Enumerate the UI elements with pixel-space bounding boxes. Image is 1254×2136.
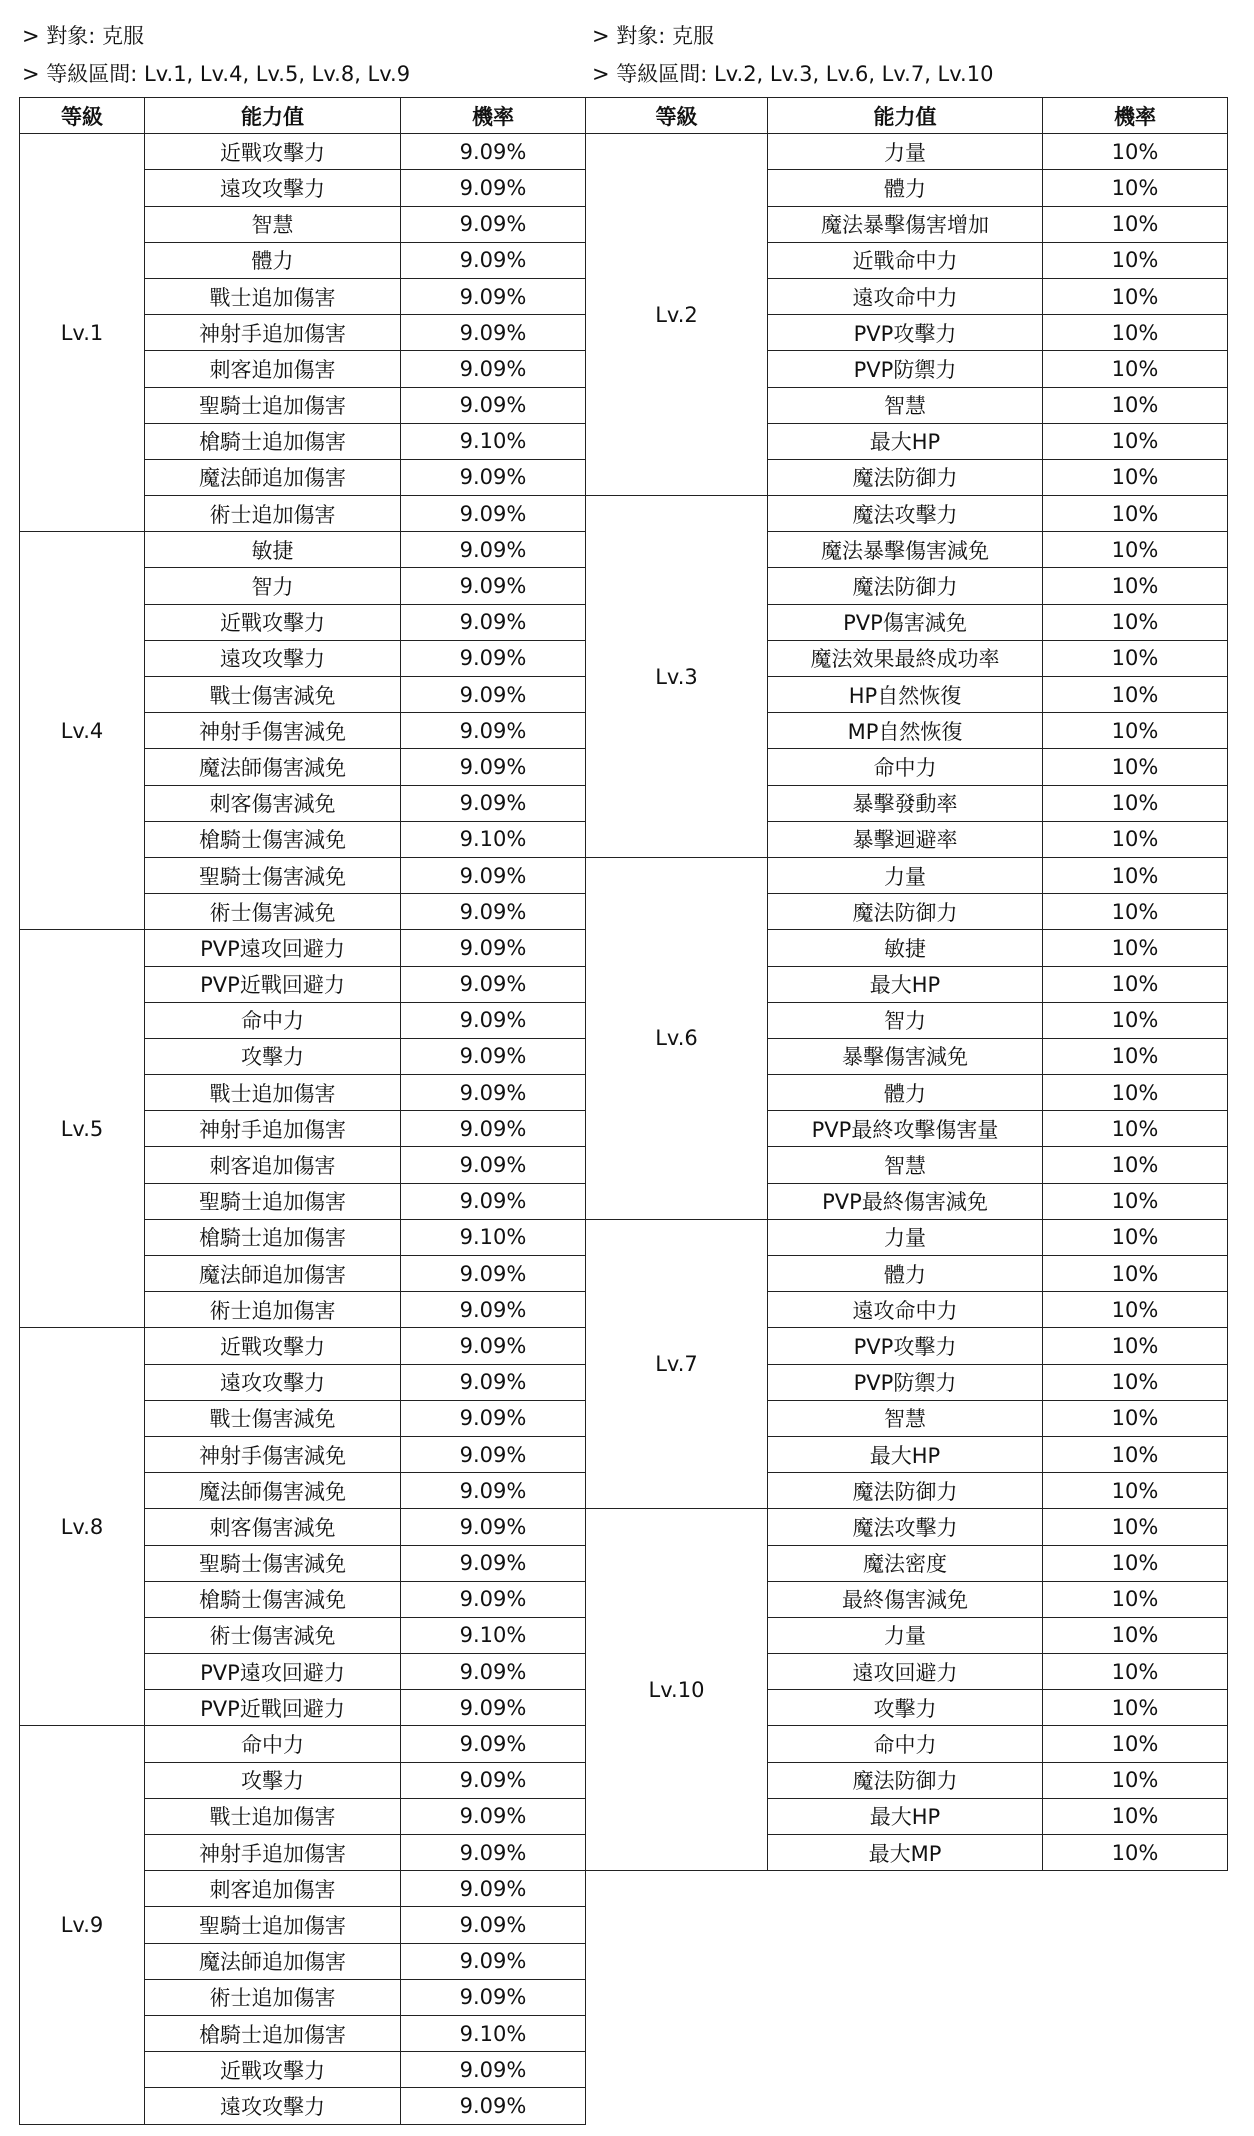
stat-cell: 近戰攻擊力 bbox=[145, 1328, 401, 1364]
stat-column-header: 能力值 bbox=[768, 98, 1043, 134]
stat-cell: 刺客追加傷害 bbox=[145, 1871, 401, 1907]
probability-cell: 10% bbox=[1043, 1075, 1228, 1111]
stat-cell: 命中力 bbox=[768, 1726, 1043, 1762]
probability-cell: 9.09% bbox=[401, 930, 586, 966]
stat-cell: 智慧 bbox=[768, 1147, 1043, 1183]
stat-cell: PVP攻擊力 bbox=[768, 315, 1043, 351]
probability-cell: 10% bbox=[1043, 1798, 1228, 1834]
stat-cell: PVP遠攻回避力 bbox=[145, 1654, 401, 1690]
probability-cell: 9.09% bbox=[401, 604, 586, 640]
stat-cell: 魔法效果最終成功率 bbox=[768, 640, 1043, 676]
stat-cell: 戰士傷害減免 bbox=[145, 677, 401, 713]
stat-cell: 術士傷害減免 bbox=[145, 1617, 401, 1653]
probability-cell: 9.09% bbox=[401, 1726, 586, 1762]
probability-cell: 9.09% bbox=[401, 1581, 586, 1617]
probability-cell: 10% bbox=[1043, 278, 1228, 314]
probability-cell: 9.09% bbox=[401, 568, 586, 604]
stat-cell: 魔法師追加傷害 bbox=[145, 1256, 401, 1292]
probability-cell: 9.09% bbox=[401, 1690, 586, 1726]
stat-cell: 刺客追加傷害 bbox=[145, 351, 401, 387]
probability-cell: 9.09% bbox=[401, 1654, 586, 1690]
left-probability-table bbox=[19, 97, 586, 2125]
level-cell: Lv.5 bbox=[20, 930, 145, 1328]
probability-cell: 10% bbox=[1043, 821, 1228, 857]
probability-cell: 9.09% bbox=[401, 206, 586, 242]
probability-cell: 10% bbox=[1043, 1581, 1228, 1617]
stat-cell: MP自然恢復 bbox=[768, 713, 1043, 749]
probability-cell: 9.09% bbox=[401, 713, 586, 749]
right-target-label: > 對象: 克服 bbox=[592, 24, 715, 48]
probability-cell: 10% bbox=[1043, 749, 1228, 785]
stat-cell: 魔法師追加傷害 bbox=[145, 459, 401, 495]
stat-cell: 遠攻回避力 bbox=[768, 1654, 1043, 1690]
probability-cell: 10% bbox=[1043, 1762, 1228, 1798]
stat-cell: 聖騎士傷害減免 bbox=[145, 1545, 401, 1581]
probability-cell: 10% bbox=[1043, 713, 1228, 749]
probability-cell: 9.09% bbox=[401, 1545, 586, 1581]
stat-cell: 魔法師傷害減免 bbox=[145, 1473, 401, 1509]
probability-cell: 9.09% bbox=[401, 1762, 586, 1798]
probability-cell: 10% bbox=[1043, 1292, 1228, 1328]
stat-cell: 力量 bbox=[768, 1617, 1043, 1653]
right-probability-table bbox=[585, 97, 1228, 1871]
probability-cell: 9.09% bbox=[401, 532, 586, 568]
probability-cell: 9.09% bbox=[401, 1979, 586, 2015]
level-cell: Lv.3 bbox=[586, 496, 768, 858]
stat-cell: 聖騎士追加傷害 bbox=[145, 387, 401, 423]
stat-cell: 智力 bbox=[145, 568, 401, 604]
stat-cell: 刺客追加傷害 bbox=[145, 1147, 401, 1183]
stat-cell: 槍騎士傷害減免 bbox=[145, 1581, 401, 1617]
probability-cell: 10% bbox=[1043, 1654, 1228, 1690]
probability-cell: 10% bbox=[1043, 1328, 1228, 1364]
probability-cell: 9.09% bbox=[401, 1436, 586, 1472]
probability-cell: 9.09% bbox=[401, 496, 586, 532]
stat-cell: 魔法暴擊傷害增加 bbox=[768, 206, 1043, 242]
probability-cell: 10% bbox=[1043, 532, 1228, 568]
level-cell: Lv.9 bbox=[20, 1726, 145, 2124]
stat-cell: PVP防禦力 bbox=[768, 1364, 1043, 1400]
probability-cell: 9.09% bbox=[401, 894, 586, 930]
probability-cell: 9.09% bbox=[401, 640, 586, 676]
probability-cell: 9.09% bbox=[401, 1256, 586, 1292]
stat-cell: 暴擊傷害減免 bbox=[768, 1038, 1043, 1074]
probability-cell: 10% bbox=[1043, 1509, 1228, 1545]
probability-cell: 9.09% bbox=[401, 1943, 586, 1979]
probability-cell: 10% bbox=[1043, 496, 1228, 532]
level-cell: Lv.2 bbox=[586, 134, 768, 496]
level-cell: Lv.1 bbox=[20, 134, 145, 532]
stat-cell: PVP攻擊力 bbox=[768, 1328, 1043, 1364]
stat-cell: 命中力 bbox=[768, 749, 1043, 785]
table-row bbox=[586, 496, 1228, 532]
stat-cell: 術士追加傷害 bbox=[145, 496, 401, 532]
stat-cell: 暴擊迴避率 bbox=[768, 821, 1043, 857]
probability-cell: 10% bbox=[1043, 1111, 1228, 1147]
stat-cell: PVP防禦力 bbox=[768, 351, 1043, 387]
left-level-range-label: > 等級區間: Lv.1, Lv.4, Lv.5, Lv.8, Lv.9 bbox=[22, 62, 411, 86]
probability-cell: 9.09% bbox=[401, 1147, 586, 1183]
stat-cell: 槍騎士追加傷害 bbox=[145, 2015, 401, 2051]
stat-cell: 魔法師追加傷害 bbox=[145, 1943, 401, 1979]
probability-cell: 9.09% bbox=[401, 785, 586, 821]
probability-cell: 10% bbox=[1043, 1183, 1228, 1219]
stat-cell: 聖騎士追加傷害 bbox=[145, 1183, 401, 1219]
probability-cell: 10% bbox=[1043, 1400, 1228, 1436]
probability-cell: 9.10% bbox=[401, 2015, 586, 2051]
probability-cell: 9.09% bbox=[401, 1183, 586, 1219]
probability-cell: 10% bbox=[1043, 242, 1228, 278]
stat-cell: 戰士追加傷害 bbox=[145, 278, 401, 314]
stat-cell: 神射手追加傷害 bbox=[145, 315, 401, 351]
probability-cell: 10% bbox=[1043, 1256, 1228, 1292]
level-cell: Lv.6 bbox=[586, 857, 768, 1219]
table-row bbox=[20, 134, 586, 170]
stat-cell: 最大HP bbox=[768, 1436, 1043, 1472]
stat-cell: 體力 bbox=[145, 242, 401, 278]
stat-cell: 攻擊力 bbox=[145, 1762, 401, 1798]
stat-cell: 槍騎士追加傷害 bbox=[145, 1219, 401, 1255]
probability-cell: 9.09% bbox=[401, 1364, 586, 1400]
probability-cell: 10% bbox=[1043, 1002, 1228, 1038]
probability-cell: 9.09% bbox=[401, 1111, 586, 1147]
stat-cell: 命中力 bbox=[145, 1726, 401, 1762]
stat-cell: 遠攻命中力 bbox=[768, 278, 1043, 314]
stat-cell: 遠攻命中力 bbox=[768, 1292, 1043, 1328]
probability-cell: 10% bbox=[1043, 206, 1228, 242]
probability-cell: 9.10% bbox=[401, 423, 586, 459]
stat-cell: 神射手傷害減免 bbox=[145, 1436, 401, 1472]
probability-cell: 10% bbox=[1043, 857, 1228, 893]
stat-cell: 智慧 bbox=[145, 206, 401, 242]
probability-cell: 10% bbox=[1043, 930, 1228, 966]
probability-cell: 9.09% bbox=[401, 2088, 586, 2124]
level-cell: Lv.8 bbox=[20, 1328, 145, 1726]
stat-cell: 體力 bbox=[768, 170, 1043, 206]
stat-cell: 魔法攻擊力 bbox=[768, 1509, 1043, 1545]
stat-cell: HP自然恢復 bbox=[768, 677, 1043, 713]
stat-cell: 魔法暴擊傷害減免 bbox=[768, 532, 1043, 568]
stat-cell: 遠攻攻擊力 bbox=[145, 640, 401, 676]
probability-cell: 9.09% bbox=[401, 351, 586, 387]
probability-cell: 10% bbox=[1043, 170, 1228, 206]
probability-cell: 9.09% bbox=[401, 677, 586, 713]
probability-cell: 9.09% bbox=[401, 2052, 586, 2088]
left-target-label: > 對象: 克服 bbox=[22, 24, 145, 48]
table-row bbox=[20, 930, 586, 966]
probability-cell: 10% bbox=[1043, 894, 1228, 930]
stat-cell: 暴擊發動率 bbox=[768, 785, 1043, 821]
table-row bbox=[586, 857, 1228, 893]
probability-cell: 9.09% bbox=[401, 749, 586, 785]
stat-cell: 戰士傷害減免 bbox=[145, 1400, 401, 1436]
probability-cell: 9.09% bbox=[401, 387, 586, 423]
probability-column-header: 機率 bbox=[1043, 98, 1228, 134]
probability-cell: 9.09% bbox=[401, 242, 586, 278]
stat-column-header: 能力值 bbox=[145, 98, 401, 134]
right-level-range-label: > 等級區間: Lv.2, Lv.3, Lv.6, Lv.7, Lv.10 bbox=[592, 62, 994, 86]
probability-cell: 9.09% bbox=[401, 1400, 586, 1436]
probability-cell: 10% bbox=[1043, 1038, 1228, 1074]
stat-cell: 術士傷害減免 bbox=[145, 894, 401, 930]
probability-cell: 10% bbox=[1043, 1617, 1228, 1653]
table-row bbox=[20, 1726, 586, 1762]
probability-cell: 9.09% bbox=[401, 278, 586, 314]
probability-cell: 9.09% bbox=[401, 857, 586, 893]
stat-cell: 體力 bbox=[768, 1256, 1043, 1292]
probability-cell: 9.09% bbox=[401, 1292, 586, 1328]
probability-cell: 10% bbox=[1043, 1364, 1228, 1400]
stat-cell: 最終傷害減免 bbox=[768, 1581, 1043, 1617]
probability-cell: 10% bbox=[1043, 387, 1228, 423]
probability-cell: 9.10% bbox=[401, 1617, 586, 1653]
probability-cell: 10% bbox=[1043, 315, 1228, 351]
stat-cell: 近戰攻擊力 bbox=[145, 2052, 401, 2088]
stat-cell: 近戰攻擊力 bbox=[145, 134, 401, 170]
probability-cell: 10% bbox=[1043, 423, 1228, 459]
stat-cell: 體力 bbox=[768, 1075, 1043, 1111]
stat-cell: PVP傷害減免 bbox=[768, 604, 1043, 640]
right-header-row bbox=[586, 98, 1228, 134]
probability-cell: 10% bbox=[1043, 1726, 1228, 1762]
probability-cell: 10% bbox=[1043, 1545, 1228, 1581]
probability-cell: 9.09% bbox=[401, 1871, 586, 1907]
probability-cell: 10% bbox=[1043, 785, 1228, 821]
probability-cell: 9.09% bbox=[401, 1328, 586, 1364]
probability-cell: 10% bbox=[1043, 1219, 1228, 1255]
stat-cell: PVP最終攻擊傷害量 bbox=[768, 1111, 1043, 1147]
probability-cell: 10% bbox=[1043, 1690, 1228, 1726]
probability-cell: 10% bbox=[1043, 1473, 1228, 1509]
stat-cell: 聖騎士追加傷害 bbox=[145, 1907, 401, 1943]
stat-cell: 力量 bbox=[768, 1219, 1043, 1255]
probability-cell: 9.09% bbox=[401, 1835, 586, 1871]
probability-cell: 10% bbox=[1043, 677, 1228, 713]
stat-cell: 近戰命中力 bbox=[768, 242, 1043, 278]
stat-cell: PVP近戰回避力 bbox=[145, 966, 401, 1002]
stat-cell: 術士追加傷害 bbox=[145, 1292, 401, 1328]
probability-cell: 10% bbox=[1043, 568, 1228, 604]
stat-cell: 命中力 bbox=[145, 1002, 401, 1038]
stat-cell: 遠攻攻擊力 bbox=[145, 170, 401, 206]
stat-cell: PVP最終傷害減免 bbox=[768, 1183, 1043, 1219]
stat-cell: PVP近戰回避力 bbox=[145, 1690, 401, 1726]
stat-cell: 攻擊力 bbox=[145, 1038, 401, 1074]
table-row bbox=[586, 1509, 1228, 1545]
stat-cell: 遠攻攻擊力 bbox=[145, 2088, 401, 2124]
stat-cell: 魔法防御力 bbox=[768, 1473, 1043, 1509]
stat-cell: 槍騎士傷害減免 bbox=[145, 821, 401, 857]
stat-cell: 敏捷 bbox=[768, 930, 1043, 966]
probability-cell: 9.10% bbox=[401, 1219, 586, 1255]
stat-cell: 魔法攻擊力 bbox=[768, 496, 1043, 532]
stat-cell: 刺客傷害減免 bbox=[145, 1509, 401, 1545]
level-column-header: 等級 bbox=[586, 98, 768, 134]
stat-cell: 槍騎士追加傷害 bbox=[145, 423, 401, 459]
probability-cell: 10% bbox=[1043, 604, 1228, 640]
level-column-header: 等級 bbox=[20, 98, 145, 134]
stat-cell: 敏捷 bbox=[145, 532, 401, 568]
probability-cell: 9.09% bbox=[401, 1473, 586, 1509]
stat-cell: 智慧 bbox=[768, 387, 1043, 423]
level-cell: Lv.4 bbox=[20, 532, 145, 930]
stat-cell: 力量 bbox=[768, 857, 1043, 893]
stat-cell: 魔法防御力 bbox=[768, 894, 1043, 930]
stat-cell: 智慧 bbox=[768, 1400, 1043, 1436]
probability-cell: 10% bbox=[1043, 1835, 1228, 1871]
probability-cell: 9.10% bbox=[401, 821, 586, 857]
table-row bbox=[20, 1328, 586, 1364]
stat-cell: 魔法師傷害減免 bbox=[145, 749, 401, 785]
stat-cell: 最大MP bbox=[768, 1835, 1043, 1871]
stat-cell: 術士追加傷害 bbox=[145, 1979, 401, 2015]
stat-cell: 遠攻攻擊力 bbox=[145, 1364, 401, 1400]
stat-cell: 魔法防御力 bbox=[768, 568, 1043, 604]
probability-cell: 9.09% bbox=[401, 315, 586, 351]
probability-cell: 10% bbox=[1043, 1436, 1228, 1472]
probability-cell: 9.09% bbox=[401, 1075, 586, 1111]
probability-cell: 9.09% bbox=[401, 134, 586, 170]
stat-cell: PVP遠攻回避力 bbox=[145, 930, 401, 966]
probability-cell: 10% bbox=[1043, 966, 1228, 1002]
probability-cell: 9.09% bbox=[401, 1907, 586, 1943]
left-header-row bbox=[20, 98, 586, 134]
level-cell: Lv.7 bbox=[586, 1219, 768, 1509]
stat-cell: 魔法密度 bbox=[768, 1545, 1043, 1581]
probability-cell: 10% bbox=[1043, 134, 1228, 170]
probability-column-header: 機率 bbox=[401, 98, 586, 134]
probability-cell: 9.09% bbox=[401, 966, 586, 1002]
stat-cell: 最大HP bbox=[768, 1798, 1043, 1834]
probability-cell: 9.09% bbox=[401, 1038, 586, 1074]
stat-cell: 最大HP bbox=[768, 423, 1043, 459]
probability-cell: 10% bbox=[1043, 1147, 1228, 1183]
stat-cell: 戰士追加傷害 bbox=[145, 1798, 401, 1834]
table-row bbox=[586, 1219, 1228, 1255]
stat-cell: 攻擊力 bbox=[768, 1690, 1043, 1726]
probability-cell: 9.09% bbox=[401, 1002, 586, 1038]
stat-cell: 聖騎士傷害減免 bbox=[145, 857, 401, 893]
stat-cell: 戰士追加傷害 bbox=[145, 1075, 401, 1111]
level-cell: Lv.10 bbox=[586, 1509, 768, 1871]
stat-cell: 魔法防御力 bbox=[768, 1762, 1043, 1798]
probability-cell: 9.09% bbox=[401, 1798, 586, 1834]
probability-cell: 10% bbox=[1043, 640, 1228, 676]
probability-cell: 9.09% bbox=[401, 1509, 586, 1545]
stat-cell: 刺客傷害減免 bbox=[145, 785, 401, 821]
probability-cell: 9.09% bbox=[401, 459, 586, 495]
stat-cell: 神射手追加傷害 bbox=[145, 1111, 401, 1147]
probability-cell: 9.09% bbox=[401, 170, 586, 206]
stat-cell: 神射手傷害減免 bbox=[145, 713, 401, 749]
stat-cell: 近戰攻擊力 bbox=[145, 604, 401, 640]
stat-cell: 魔法防御力 bbox=[768, 459, 1043, 495]
stat-cell: 最大HP bbox=[768, 966, 1043, 1002]
table-row bbox=[20, 532, 586, 568]
stat-cell: 智力 bbox=[768, 1002, 1043, 1038]
stat-cell: 神射手追加傷害 bbox=[145, 1835, 401, 1871]
probability-cell: 10% bbox=[1043, 351, 1228, 387]
stat-cell: 力量 bbox=[768, 134, 1043, 170]
table-row bbox=[586, 134, 1228, 170]
probability-cell: 10% bbox=[1043, 459, 1228, 495]
